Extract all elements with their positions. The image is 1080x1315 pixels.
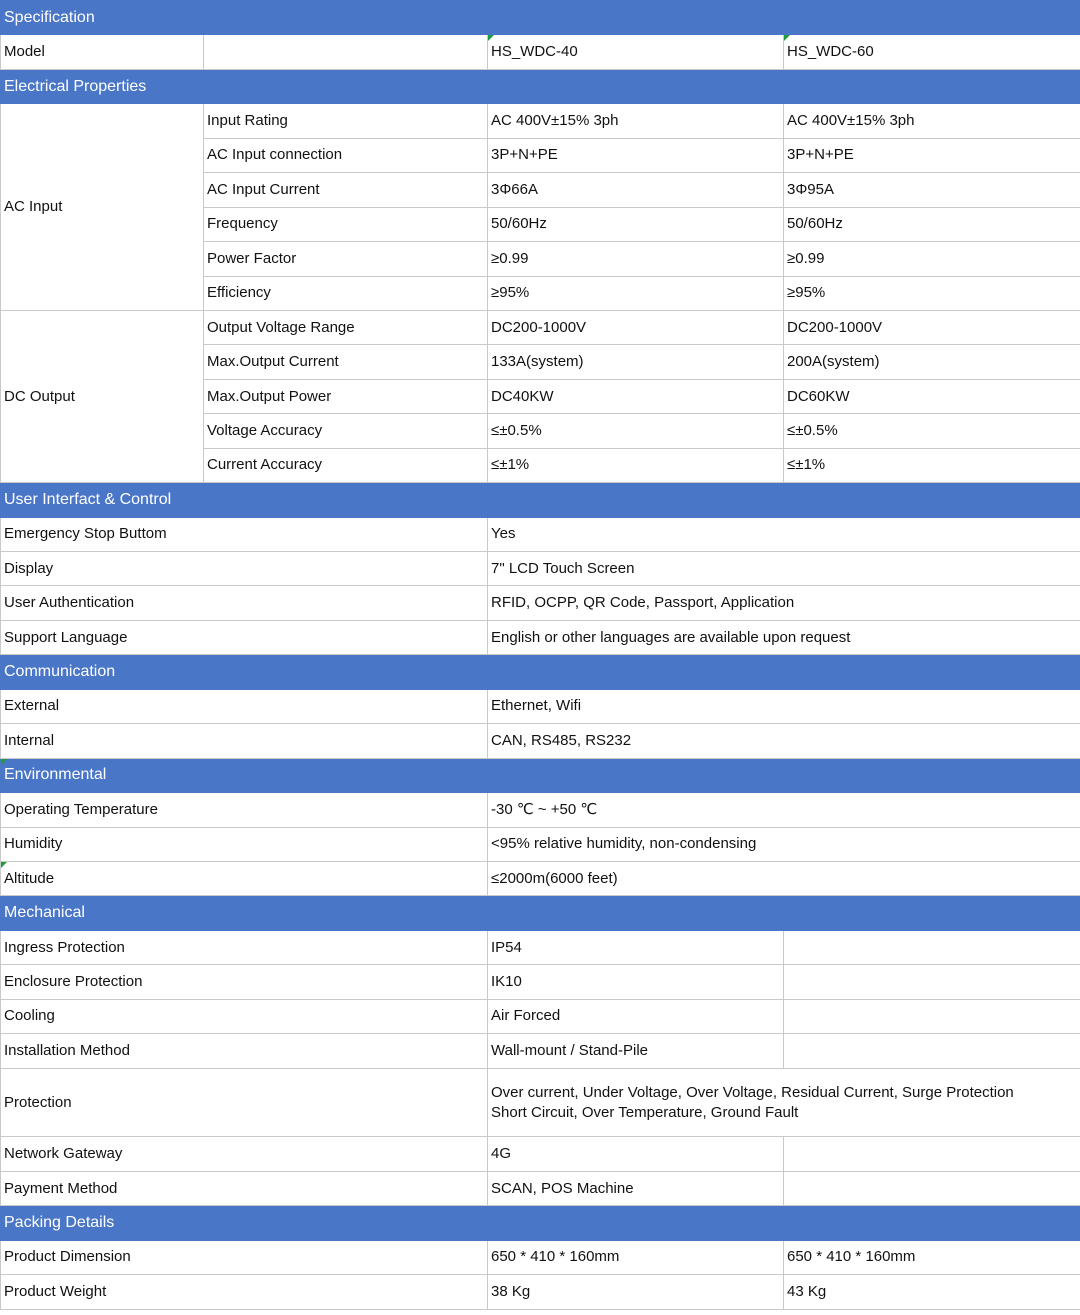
row-value: SCAN, POS Machine: [488, 1171, 784, 1205]
table-row: [1, 689, 1080, 723]
group-label-ac-input: AC Input: [1, 104, 204, 311]
table-row: [1, 861, 1080, 895]
row-value: 50/60Hz: [488, 207, 784, 241]
row-value: Wall-mount / Stand-Pile: [488, 1034, 784, 1068]
row-value: ≤±1%: [784, 448, 1080, 482]
model-col2: HS_WDC-60: [784, 35, 1080, 69]
table-row: [1, 517, 1080, 551]
section-header-packing: [1, 1206, 1080, 1240]
row-value: 43 Kg: [784, 1275, 1080, 1309]
row-label: Max.Output Current: [204, 345, 488, 379]
row-label: Input Rating: [204, 104, 488, 138]
section-header-electrical: [1, 69, 1080, 103]
row-value: Air Forced: [488, 999, 784, 1033]
table-row: [1, 1240, 1080, 1274]
empty-cell: [784, 930, 1080, 964]
row-label: Output Voltage Range: [204, 310, 488, 344]
row-value: ≤±0.5%: [784, 414, 1080, 448]
section-header-specification: [1, 1, 1080, 35]
row-value: ≥0.99: [784, 242, 1080, 276]
row-label: Display: [1, 552, 488, 586]
table-row: [1, 965, 1080, 999]
protection-value: [488, 1068, 1080, 1137]
row-label: Current Accuracy: [204, 448, 488, 482]
row-label: Support Language: [1, 620, 488, 654]
row-value: ≥95%: [488, 276, 784, 310]
table-row: [1, 827, 1080, 861]
row-value: 650 * 410 * 160mm: [488, 1240, 784, 1274]
table-row-protection: [1, 1068, 1080, 1137]
row-label: Enclosure Protection: [1, 965, 488, 999]
table-row: [1, 724, 1080, 758]
section-title: Mechanical: [1, 896, 1080, 930]
row-value: Yes: [488, 517, 1080, 551]
section-header-communication: [1, 655, 1080, 689]
row-label: Altitude: [1, 861, 488, 895]
row-value: 3P+N+PE: [488, 138, 784, 172]
row-value: AC 400V±15% 3ph: [784, 104, 1080, 138]
row-label: Model: [1, 35, 204, 69]
row-value: ≤±0.5%: [488, 414, 784, 448]
table-row: [1, 586, 1080, 620]
table-row: [1, 310, 1080, 344]
row-value: ≥0.99: [488, 242, 784, 276]
table-row: [1, 793, 1080, 827]
row-label: Internal: [1, 724, 488, 758]
row-value: 3Φ66A: [488, 173, 784, 207]
row-value: 133A(system): [488, 345, 784, 379]
empty-cell: [784, 965, 1080, 999]
row-label: Ingress Protection: [1, 930, 488, 964]
row-value: ≥95%: [784, 276, 1080, 310]
empty-cell: [784, 1137, 1080, 1171]
empty-cell: [784, 999, 1080, 1033]
row-value: ≤±1%: [488, 448, 784, 482]
row-label: Product Dimension: [1, 1240, 488, 1274]
row-label: Operating Temperature: [1, 793, 488, 827]
section-header-mechanical: [1, 896, 1080, 930]
row-value: DC60KW: [784, 379, 1080, 413]
row-value: DC200-1000V: [784, 310, 1080, 344]
row-label: Efficiency: [204, 276, 488, 310]
row-value: CAN, RS485, RS232: [488, 724, 1080, 758]
row-label: AC Input Current: [204, 173, 488, 207]
empty-cell: [784, 1034, 1080, 1068]
table-row: [1, 1171, 1080, 1205]
row-label: Humidity: [1, 827, 488, 861]
row-label: User Authentication: [1, 586, 488, 620]
row-value: 3P+N+PE: [784, 138, 1080, 172]
row-label: External: [1, 689, 488, 723]
row-value: 200A(system): [784, 345, 1080, 379]
row-label: Power Factor: [204, 242, 488, 276]
table-row: [1, 999, 1080, 1033]
section-title: Communication: [1, 655, 1080, 689]
row-label: Max.Output Power: [204, 379, 488, 413]
row-value: 4G: [488, 1137, 784, 1171]
row-value: English or other languages are available upon request: [488, 620, 1080, 654]
table-row: [1, 1034, 1080, 1068]
row-label: Network Gateway: [1, 1137, 488, 1171]
row-value: 3Φ95A: [784, 173, 1080, 207]
model-col1: HS_WDC-40: [488, 35, 784, 69]
row-label: Payment Method: [1, 1171, 488, 1205]
row-value: -30 ℃ ~ +50 ℃: [488, 793, 1080, 827]
section-header-environmental: [1, 758, 1080, 792]
row-value: RFID, OCPP, QR Code, Passport, Application: [488, 586, 1080, 620]
row-value: DC200-1000V: [488, 310, 784, 344]
section-title: Specification: [1, 1, 1080, 35]
row-label: Product Weight: [1, 1275, 488, 1309]
row-value: 7" LCD Touch Screen: [488, 552, 1080, 586]
row-label: Protection: [1, 1068, 488, 1137]
row-value: ≤2000m(6000 feet): [488, 861, 1080, 895]
empty-cell: [204, 35, 488, 69]
row-value: DC40KW: [488, 379, 784, 413]
row-label: Cooling: [1, 999, 488, 1033]
row-label: Voltage Accuracy: [204, 414, 488, 448]
section-title: User Interfact & Control: [1, 483, 1080, 517]
row-label: Frequency: [204, 207, 488, 241]
protection-line-2: Short Circuit, Over Temperature, Ground Fault: [491, 1103, 799, 1121]
row-value: <95% relative humidity, non-condensing: [488, 827, 1080, 861]
table-row: [1, 104, 1080, 138]
row-label: Installation Method: [1, 1034, 488, 1068]
row-label: Emergency Stop Buttom: [1, 517, 488, 551]
section-title: Environmental: [1, 758, 1080, 792]
table-row: [1, 1275, 1080, 1309]
empty-cell: [784, 1171, 1080, 1205]
row-value: 650 * 410 * 160mm: [784, 1240, 1080, 1274]
section-title: Electrical Properties: [1, 69, 1080, 103]
table-row: [1, 552, 1080, 586]
table-row: [1, 620, 1080, 654]
section-header-ui-control: [1, 483, 1080, 517]
section-title: Packing Details: [1, 1206, 1080, 1240]
table-row-model: [1, 35, 1080, 69]
row-value: 50/60Hz: [784, 207, 1080, 241]
row-value: 38 Kg: [488, 1275, 784, 1309]
table-row: [1, 1137, 1080, 1171]
row-label: AC Input connection: [204, 138, 488, 172]
table-row: [1, 930, 1080, 964]
row-value: IK10: [488, 965, 784, 999]
row-value: IP54: [488, 930, 784, 964]
group-label-dc-output: DC Output: [1, 310, 204, 482]
row-value: Ethernet, Wifi: [488, 689, 1080, 723]
row-value: AC 400V±15% 3ph: [488, 104, 784, 138]
protection-line-1: Over current, Under Voltage, Over Voltage, Residual Current, Surge Protection: [491, 1083, 1014, 1101]
